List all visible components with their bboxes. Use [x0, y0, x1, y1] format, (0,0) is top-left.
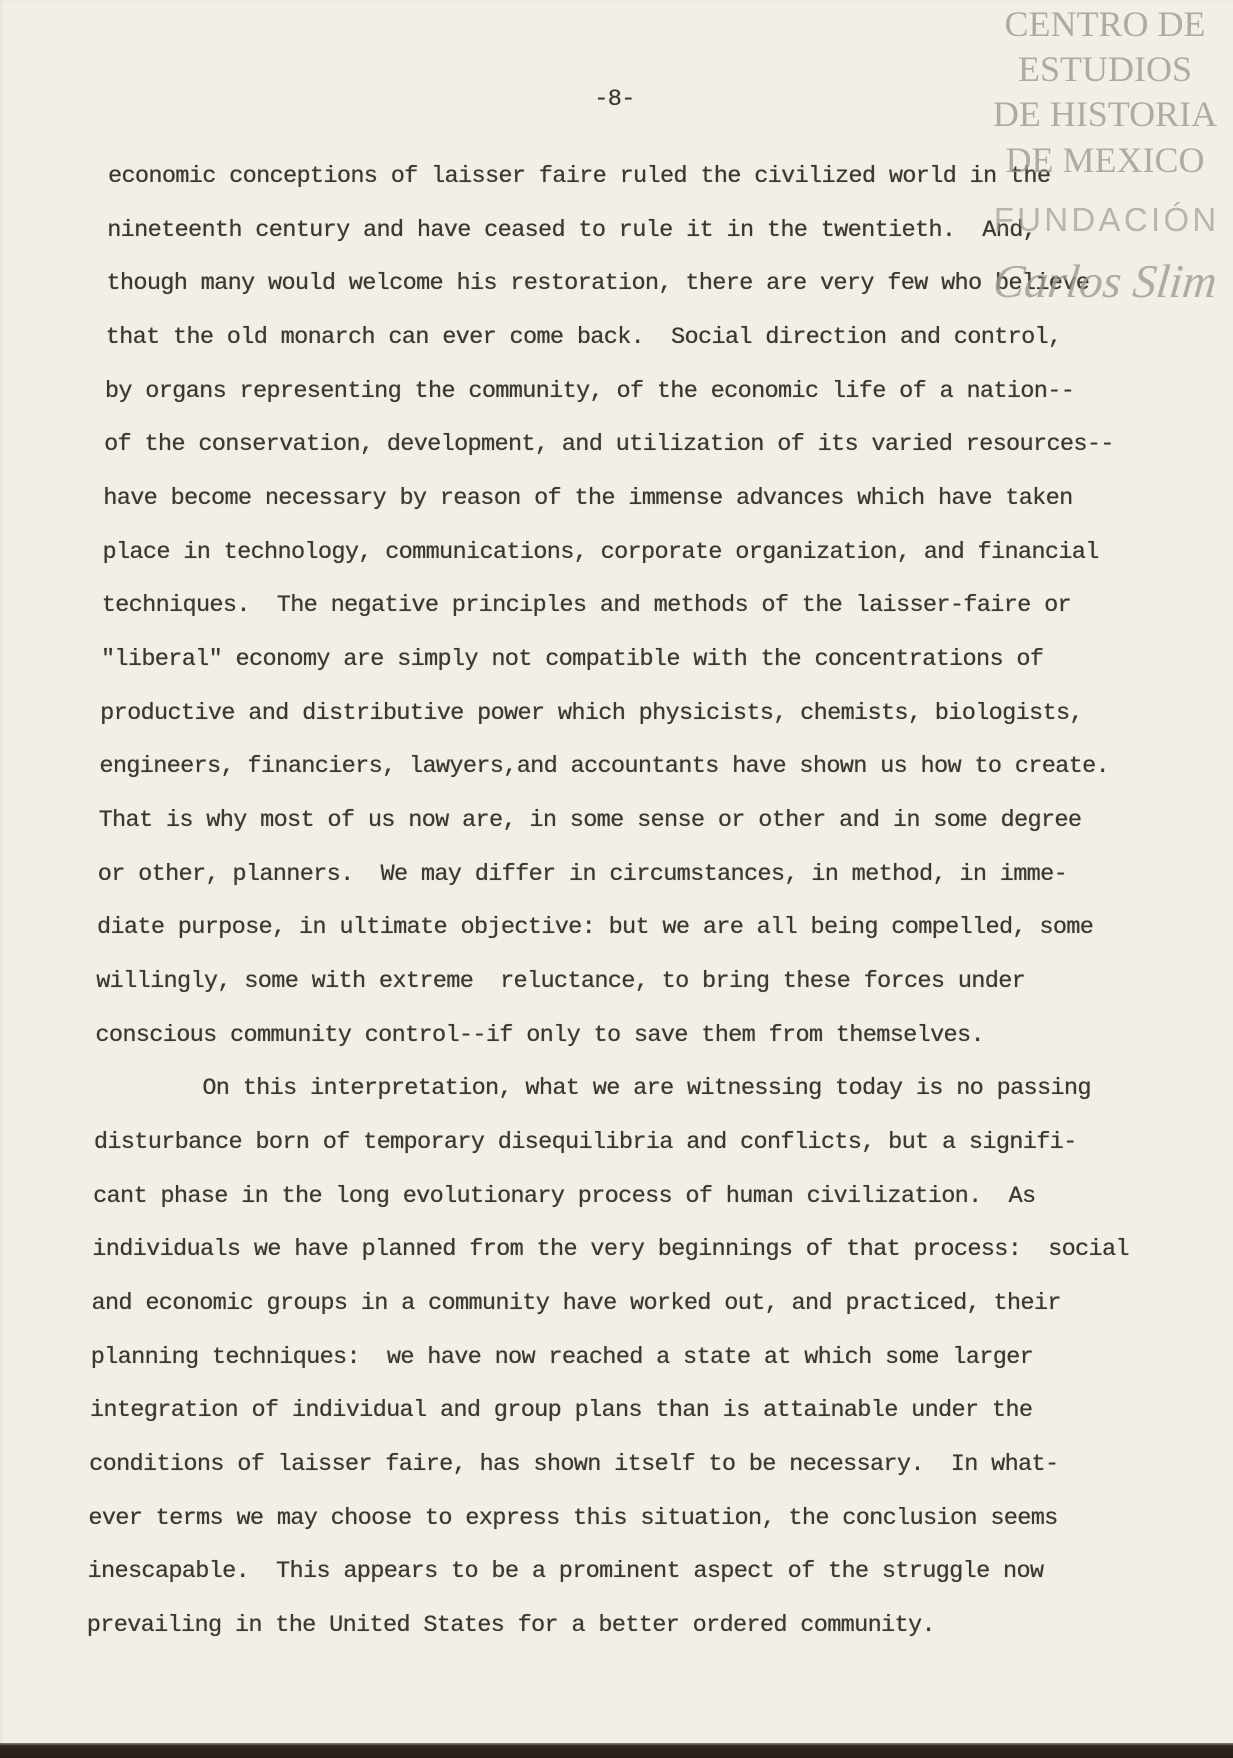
text-line: That is why most of us now are, in some sense or other and in some degree [98, 807, 1082, 835]
text-line: willingly, some with extreme reluctance, to bring these forces under [96, 968, 1026, 996]
text-line: have become necessary by reason of the immense advances which have taken [103, 485, 1073, 513]
scan-bottom-edge [0, 1743, 1233, 1758]
text-line: cant phase in the long evolutionary process of human civilization. As [93, 1182, 1036, 1210]
text-line: by organs representing the community, of the economic life of a nation-- [104, 377, 1075, 405]
text-line: disturbance born of temporary disequilibria and conflicts, but a signifi- [93, 1129, 1077, 1157]
text-line: place in technology, communications, corporate organization, and financial [102, 538, 1099, 566]
watermark-line: DE HISTORIA [992, 94, 1218, 135]
text-line: inescapable. This appears to be a prominent aspect of the struggle now [87, 1558, 1044, 1586]
text-line: and economic groups in a community have worked out, and practiced, their [91, 1290, 1061, 1318]
text-line: conditions of laisser faire, has shown itself to be necessary. In what- [89, 1451, 1059, 1479]
paragraph [86, 1062, 1208, 1652]
text-line: prevailing in the United States for a better ordered community. [86, 1612, 935, 1640]
page-number: -8- [594, 86, 635, 113]
watermark-line: CENTRO DE [1004, 4, 1206, 44]
text-line: economic conceptions of laisser faire ruled the civilized world in the [108, 163, 1051, 190]
watermark-line: ESTUDIOS [1017, 49, 1192, 90]
text-line: integration of individual and group plans than is attainable under the [89, 1397, 1033, 1425]
text-line: that the old monarch can ever come back. Social direction and control, [105, 324, 1062, 352]
text-line: techniques. The negative principles and methods of the laisser-faire or [101, 592, 1072, 620]
body-text [86, 150, 1208, 1653]
text-line: individuals we have planned from the very beginnings of that process: social [92, 1236, 1129, 1264]
paragraph [95, 150, 1208, 1062]
text-line: though many would welcome his restoration, there are very few who believe [106, 270, 1090, 298]
text-line: or other, planners. We may differ in circumstances, in method, in imme- [97, 860, 1068, 888]
text-line: nineteenth century and have ceased to rule it in the twentieth. And, [107, 216, 1037, 244]
text-line: of the conservation, development, and utilization of its varied resources-- [104, 431, 1114, 459]
text-line: "liberal" economy are simply not compatible with the concentrations of [100, 646, 1044, 674]
text-line: planning techniques: we have now reached a state at which some larger [90, 1343, 1034, 1371]
watermark-foundation: FUNDACIÓN [993, 201, 1220, 238]
text-line: ever terms we may choose to express this situation, the conclusion seems [88, 1504, 1058, 1532]
text-line: On this interpretation, what we are witnessing today is no passing [202, 1075, 1091, 1103]
text-line: engineers, financiers, lawyers,and accountants have shown us how to create. [99, 753, 1110, 781]
text-line: conscious community control--if only to save them from themselves. [95, 1021, 984, 1049]
watermark-line: DE MEXICO [1005, 139, 1205, 180]
text-line: diate purpose, in ultimate objective: but we are all being compelled, some [97, 914, 1094, 942]
watermark-signature: Carlos Slim [990, 256, 1220, 308]
text-line: productive and distributive power which physicists, chemists, biologists, [100, 699, 1083, 727]
